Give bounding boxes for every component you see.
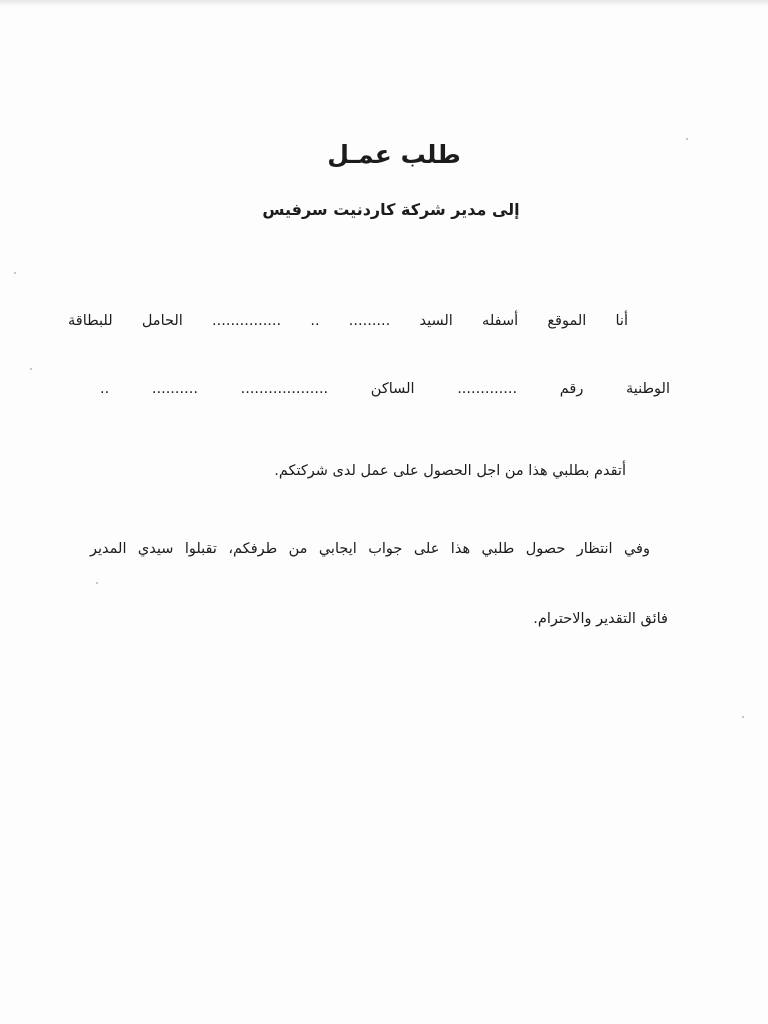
scan-speck	[686, 138, 688, 140]
scan-speck	[14, 272, 16, 274]
letter-recipient: إلى مدير شركة كاردنيت سرفيس	[262, 200, 520, 219]
scan-speck	[742, 716, 744, 718]
scan-top-edge	[0, 0, 768, 6]
body-line-5: فائق التقدير والاحترام.	[533, 611, 668, 627]
body-line-2: الوطنية رقم ............. الساكن ................... .......... ..	[100, 381, 670, 397]
letter-title: طلب عمـل	[327, 140, 461, 169]
body-line-3: أتقدم بطلبي هذا من اجل الحصول على عمل لدى شركتكم.	[274, 463, 626, 479]
body-line-1: أنا الموقع أسفله السيد ......... .. ............... الحامل للبطاقة	[68, 313, 628, 329]
scan-speck	[30, 368, 32, 370]
body-line-4: وفي انتظار حصول طلبي هذا على جواب ايجابي من طرفكم، تقبلوا سيدي المدير	[90, 541, 650, 557]
scan-speck	[96, 582, 98, 584]
